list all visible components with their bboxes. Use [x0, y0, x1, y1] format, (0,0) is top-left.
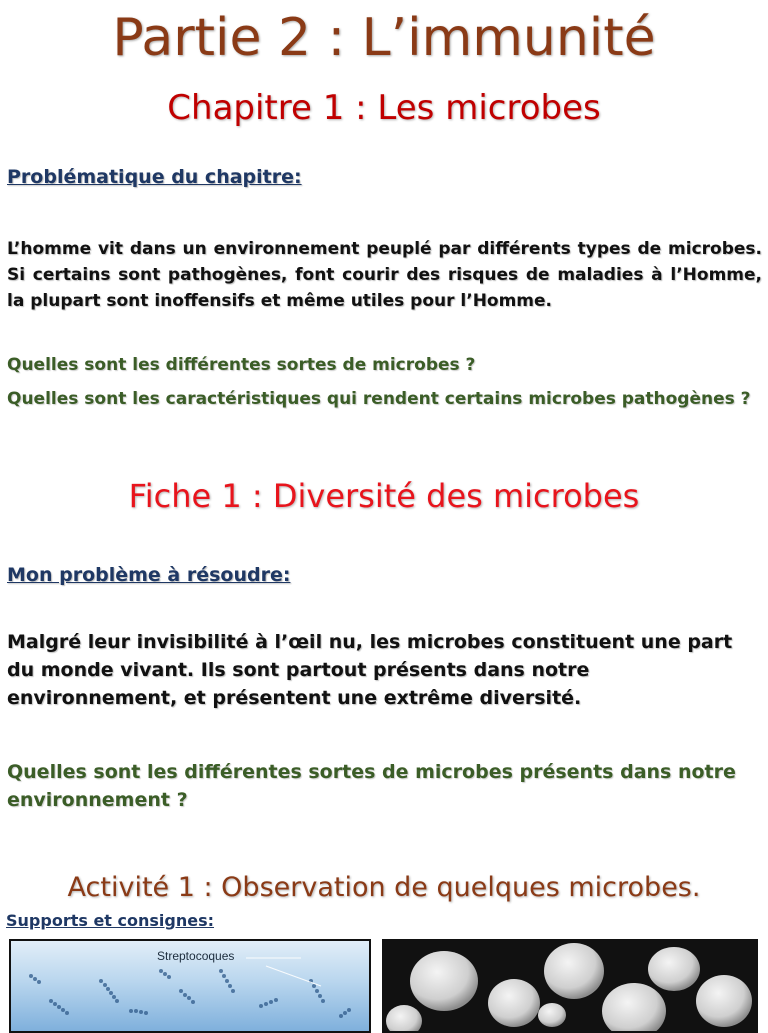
probleme-heading: Mon problème à résoudre:: [7, 564, 291, 586]
fiche-question: Quelles sont les différentes sortes de microbes présents dans notre environnement ?: [7, 761, 736, 811]
streptocoques-label: Streptocoques: [157, 949, 235, 963]
page-title: Partie 2 : L’immunité: [112, 8, 656, 68]
question-2: Quelles sont les caractéristiques qui rendent certains microbes pathogènes ?: [7, 389, 751, 409]
activite-title: Activité 1 : Observation de quelques microbes.: [67, 872, 701, 903]
question-1: Quelles sont les différentes sortes de microbes ?: [7, 355, 476, 375]
fiche-text: Malgré leur invisibilité à l’œil nu, les microbes constituent une part du monde vivant. Ils sont partout présents dans notre environnement, et présentent une extrême diversité.: [7, 631, 733, 709]
fiche-title: Fiche 1 : Diversité des microbes: [128, 477, 640, 515]
problematique-heading: Problématique du chapitre:: [7, 166, 302, 188]
yeast-micrograph: [382, 939, 758, 1033]
yeast-cells-illustration: [384, 941, 756, 1031]
chapter-title: Chapitre 1 : Les microbes: [167, 88, 601, 128]
problematique-text: L’homme vit dans un environnement peuplé par différents types de microbes. Si certains sont pathogènes, font courir des risques de maladies à l’Homme, la plupart sont inoffensifs et même utiles pour l’Homme.: [7, 239, 762, 311]
streptococci-micrograph: [9, 939, 371, 1033]
supports-heading: Supports et consignes:: [6, 911, 215, 930]
